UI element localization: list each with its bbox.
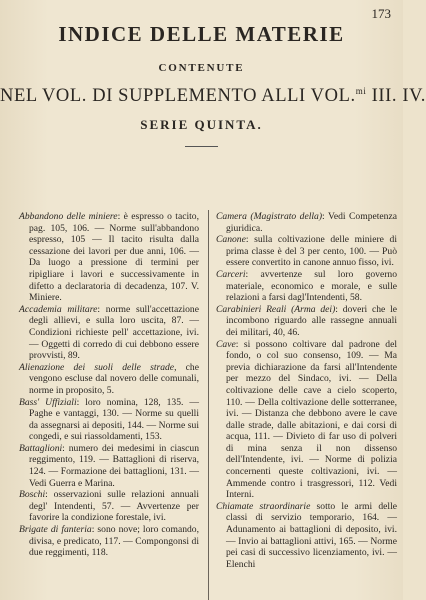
entry-head: Carceri bbox=[216, 268, 246, 280]
entry-text: sotto le armi delle classi di servizio temporario, 164. — Adunamento ai battaglioni di deposito, ivi. — Invio ai battaglioni attivi, 165. — Norme pei casi di successivo licenziamento, ivi. — Elenchi bbox=[226, 500, 397, 570]
index-entry bbox=[19, 489, 199, 524]
entry-text: : Vedi Competenza giuridica. bbox=[226, 211, 397, 234]
left-column bbox=[19, 211, 199, 559]
entry-head: Carabinieri Reali (Arma dei) bbox=[216, 303, 336, 315]
entry-head: Camera (Magistrato della) bbox=[216, 211, 323, 222]
right-column bbox=[216, 211, 397, 570]
volume-line bbox=[0, 86, 426, 107]
entry-text: , che vengono escluse dal novero delle comunali, norme in proposito, 5. bbox=[29, 361, 199, 396]
entry-head: Cave bbox=[216, 338, 236, 350]
entry-head: Brigate di fanteria bbox=[19, 524, 92, 536]
entry-head: Battaglioni bbox=[19, 442, 63, 454]
volume-line-suffix: III. IV. bbox=[366, 86, 426, 107]
index-entry bbox=[19, 303, 199, 362]
volume-line-prefix: NEL VOL. DI SUPPLEMENTO ALLI VOL. bbox=[0, 86, 356, 107]
entry-head: Alienazione dei suoli delle strade bbox=[19, 361, 175, 373]
entry-text: : avvertenze sul loro governo materiale, economico e morale, e sulle relazioni a farsi dagl'Intendenti, 58. bbox=[226, 268, 397, 304]
entry-text: : sono nove; loro comando, divisa, e predicato, 117. — Compongonsi di due reggimenti, 118. bbox=[29, 524, 199, 559]
entry-text: : numero dei medesimi in ciascun reggimento, 119. — Battaglioni di riserva, 124. — Formazione dei battaglioni, 131. — Vedi Guerra e Marina. bbox=[29, 442, 199, 489]
index-entry bbox=[19, 211, 199, 304]
index-entry bbox=[216, 338, 397, 501]
index-entry bbox=[216, 234, 397, 269]
column-divider bbox=[208, 210, 209, 600]
index-entry bbox=[216, 303, 397, 339]
index-entry bbox=[19, 524, 199, 559]
index-title: INDICE DELLE MATERIE bbox=[58, 22, 345, 46]
entry-head: Bass' Uffiziali bbox=[19, 396, 77, 408]
index-entry bbox=[19, 361, 199, 397]
index-entry bbox=[216, 268, 397, 304]
entry-text: : loro nomina, 128, 135. — Paghe e vantaggi, 130. — Norme su quelli da assegnarsi ai depositi, 144. — Norme sui congedi, e sui riassoldamenti, 153. bbox=[29, 396, 199, 443]
entry-head: Abbandono delle miniere bbox=[19, 211, 118, 222]
index-entry bbox=[216, 500, 397, 571]
page-number: 173 bbox=[371, 6, 391, 21]
entry-text: : sulla coltivazione delle miniere di prima classe è del 3 per cento, 100. — Può essere convertito in canone annuo fisso, ivi. bbox=[226, 234, 397, 269]
heading-rule bbox=[185, 146, 218, 147]
entry-text: : osservazioni sulle relazioni annuali degl' Intendenti, 57. — Avvertenze per favorire la condizione forestale, ivi. bbox=[29, 489, 199, 524]
entry-head: Canone bbox=[216, 234, 246, 246]
entry-text: : è espresso o tacito, pag. 105, 106. — Norme sull'abbandono espresso, 105 — Il tacito risulta dalla cessazione dei lavori per due anni, 106. — Da luogo a pressione di termini per ripigliare i lavori e successivamente in difetto a declaratoria di decadenza, 107. V. Miniere. bbox=[29, 211, 199, 304]
entry-head: Accademia militare bbox=[19, 303, 98, 315]
entry-text: : si possono coltivare dal padrone del fondo, o col suo consenso, 109. — Ma previa dichiarazione da farsi all'Intendente per mezzo del Sindaco, ivi. — Della coltivazione delle cave a cielo scoperto, 110. — Della coltivazione delle sotterranee, ivi. — Distanza che debbono avere le cave dalle strade, dalle abitazioni, e dai corsi di acqua, 111. — Divieto di far uso di polveri di mina senza il non dissenso dell'Intendente, ivi. — Norme di polizia concernenti queste coltivazioni, ivi. — Ammende contro i trasgressori, 112. Vedi Interni. bbox=[226, 338, 397, 501]
volume-line-sup: mi bbox=[355, 86, 367, 96]
entry-head: Boschi bbox=[19, 489, 46, 501]
index-entry bbox=[216, 211, 397, 234]
index-entry bbox=[19, 442, 199, 489]
entry-text: : norme sull'accettazione degli allievi, e sulla loro uscita, 87. — Condizioni richieste pell' accettazione, ivi. — Oggetti di corredo di cui debbono essere provvisti, 89. bbox=[29, 303, 199, 362]
index-entry bbox=[19, 396, 199, 443]
entry-head: Chiamate straordinarie bbox=[216, 500, 311, 512]
index-subtitle: CONTENUTE bbox=[158, 62, 245, 74]
series-heading: SERIE QUINTA. bbox=[140, 117, 263, 132]
entry-text: : doveri che le incombono riguardo alle rassegne annuali dei militari, 40, 46. bbox=[226, 303, 397, 338]
